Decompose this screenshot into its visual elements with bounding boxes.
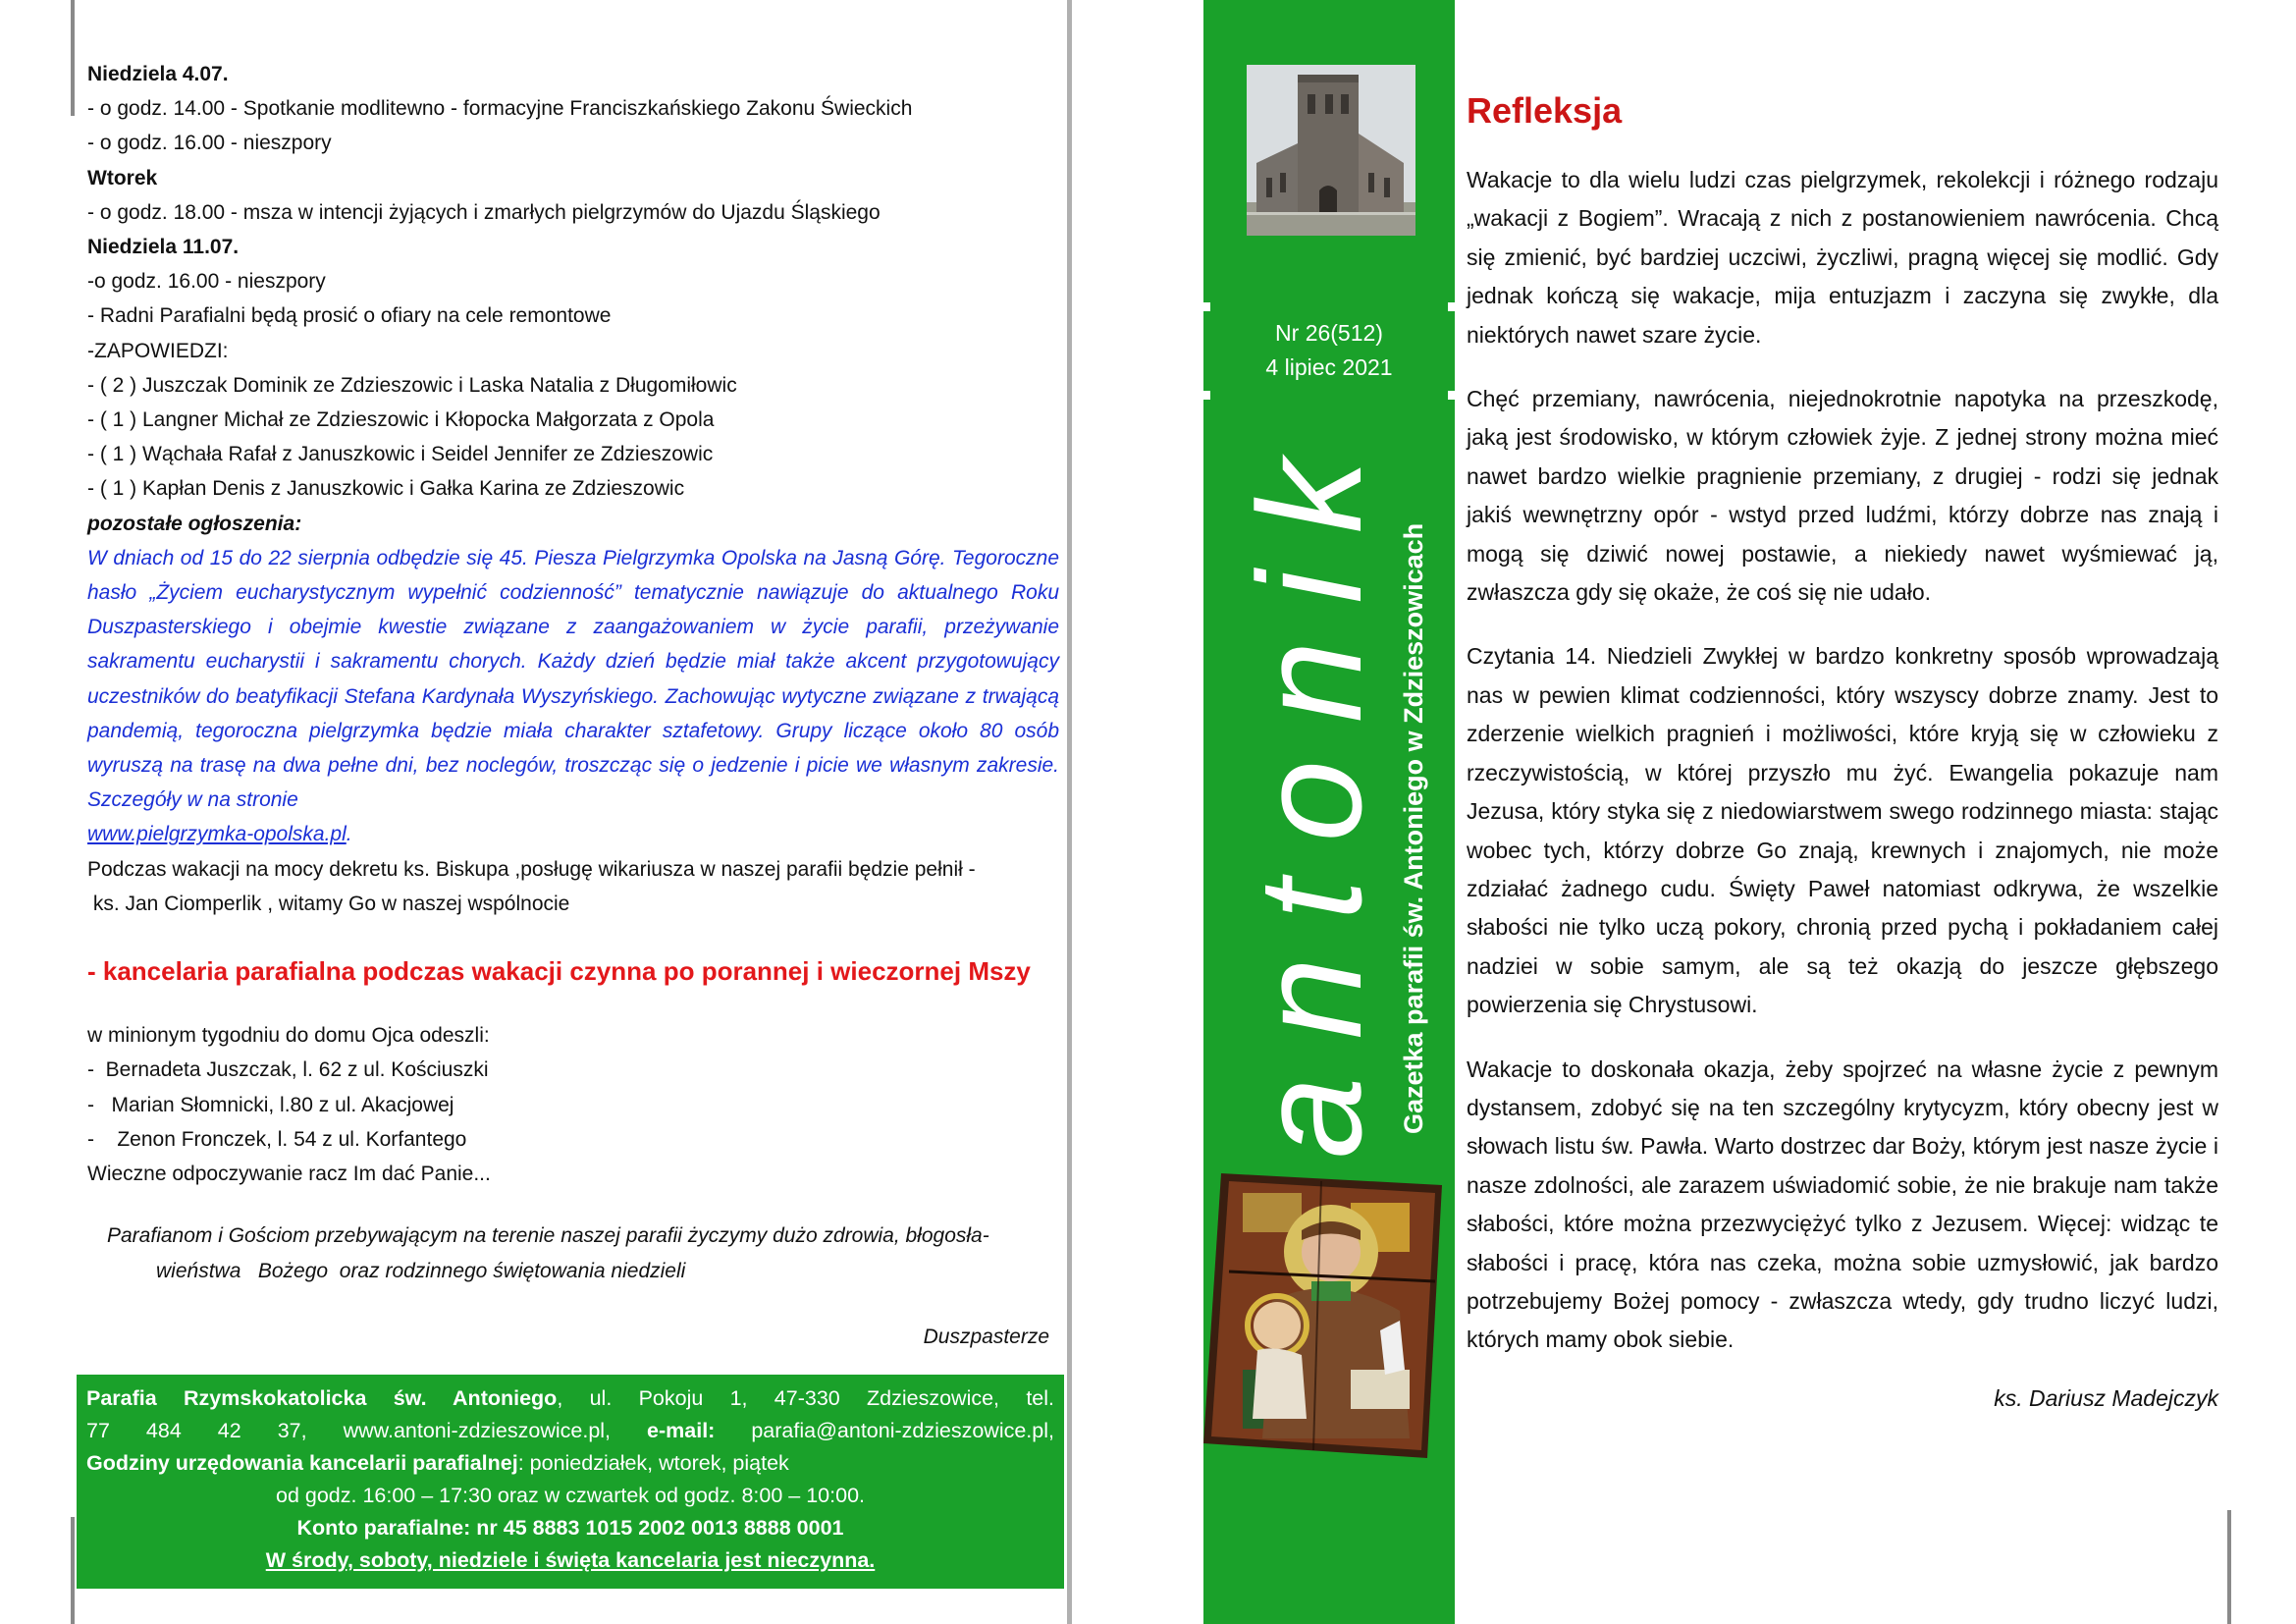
article-paragraph: Chęć przemiany, nawrócenia, niejednokrotnie napotyka na przeszkodę, jaką jest środowisko, w którym człowiek żyje. Z jednej strony można mieć nawet bardzo wielkie pragnienie przemiany, z drugiej - rodzi się jednak jakiś wewnętrzny opór - wstyd przed ludźmi, którzy dobrze nas znają i mogą się dziwić nowej postawie, a niekiedy nawet wyśmiewać ją, zwłaszcza gdy się okaże, że coś się nie udało. [1467,386,2218,606]
issue-info [1203,316,1455,385]
parish-contact-line [86,1415,1054,1447]
newsletter-title: antonik [1227,422,1392,1159]
announcement-line: - o godz. 18.00 - msza w intencji żyjących i zmarłych pielgrzymów do Ujazdu Śląskiego [87,200,881,224]
newsletter-subtitle: Gazetka parafii św. Antoniego w Zdzieszowicach [1399,522,1428,1134]
parish-phone-web: 77 484 42 37, www.antoni-zdzieszowice.pl, [86,1419,648,1442]
band-tick [1448,391,1455,400]
office-hours-line [86,1447,1054,1480]
office-hours-times: od godz. 16:00 – 17:30 oraz w czwartek od godz. 8:00 – 10:00. [275,1484,866,1507]
bank-account: Konto parafialne: nr 45 8883 1015 2002 0013 8888 0001 [296,1516,844,1540]
article-author: ks. Dariusz Madejczyk [1994,1384,2218,1411]
office-hours-notice: - kancelaria parafialna podczas wakacji czynna po porannej i wieczornej Mszy [87,956,1031,987]
announcement-line: - o godz. 16.00 - nieszpory [87,132,332,155]
band-tick [1448,302,1455,311]
office-hours-days: : poniedziałek, wtorek, piątek [517,1451,789,1475]
parish-email: parafia@antoni-zdzieszowice.pl, [715,1419,1054,1442]
announcement-line: Niedziela 4.07. [87,63,229,85]
banns-line: - ( 1 ) Kapłan Denis z Januszkowic i Gałka Karina ze Zdzieszowic [87,477,685,501]
church-photo [1247,65,1415,236]
deceased-closing: Wieczne odpoczywanie racz Im dać Panie... [87,1163,491,1186]
announcements-column [87,57,1059,1354]
deceased-intro: w minionym tygodniu do domu Ojca odeszli: [87,1024,490,1048]
wishes [87,1218,1059,1287]
banns-line: - ( 1 ) Langner Michał ze Zdzieszowic i Kłopocka Małgorzata z Opola [87,408,715,432]
announcement-line: Niedziela 11.07. [87,236,240,259]
stained-glass-image [1203,1173,1442,1458]
pilgrimage-link-suffix: . [346,823,352,846]
left-bottom-bar [71,1517,75,1624]
fold-bar [1067,0,1072,1624]
office-closed-notice: W środy, soboty, niedziele i święta kancelaria jest nieczynna. [265,1548,876,1572]
issue-date: 4 lipiec 2021 [1265,354,1393,380]
announcement-line: -ZAPOWIEDZI: [87,339,229,362]
issue-number: Nr 26(512) [1275,320,1383,346]
banns-line: - ( 2 ) Juszczak Dominik ze Zdzieszowic i Laska Natalia z Długomiłowic [87,373,737,397]
band-tick [1203,391,1210,400]
pilgrimage-text: W dniach od 15 do 22 sierpnia odbędzie się 45. Piesza Pielgrzymka Opolska na Jasną Górę. Tegoroczne hasło „Życiem eucharystycznym wypełnić codzienność” tematycznie nawiązuje do aktualnego Roku Duszpasterskiego i obejmie kwestie związane z zaangażowaniem w życie parafii, przeżywanie sakramentu eucharystii i sakramentu chorych. Każdy dzień będzie miał także akcent przygotowujący uczestników do beatyfikacji Stefana Kardynała Wyszyńskiego. Zachowując wytyczne związane z trwającą pandemią, tegoroczna pielgrzymka będzie miała charakter sztafetowy. Grupy liczące około 80 osób wyruszą na trasę na dwa pełne dni, bez noclegów, troszcząc się o jedzenie i picie we własnym zakresie. Szczegóły w na stronie [87,546,1059,812]
parish-address-line [86,1382,1054,1415]
banns-line: - ( 1 ) Wąchała Rafał z Januszkowic i Seidel Jennifer ze Zdzieszowic [87,443,714,466]
email-label: e-mail: [647,1419,716,1442]
announcement-line: - o godz. 14.00 - Spotkanie modlitewno - formacyjne Franciszkańskiego Zakonu Świeckich [87,97,913,121]
article-paragraph: Wakacje to dla wielu ludzi czas pielgrzymek, rekolekcji i różnego rodzaju „wakacji z Bogiem”. Wracają z nich z postanowieniem nawrócenia. Chcą się zmienić, być bardziej uczciwi, życzliwi, pragną więcej się modlić. Gdy jednak kończą się wakacje, mija entuzjazm i zaczyna się zwykłe, dla niektórych nawet szare życie. [1467,167,2218,348]
announcement-line: Wtorek [87,166,158,189]
band-tick [1203,302,1210,311]
reflection-article [1467,86,2218,1412]
office-hours-label: Godziny urzędowania kancelarii parafialnej [86,1451,518,1475]
deceased-item: - Zenon Fronczek, l. 54 z ul. Korfantego [87,1127,467,1151]
parish-info-box [77,1375,1064,1589]
deceased-item: - Bernadeta Juszczak, l. 62 z ul. Kościuszki [87,1058,489,1082]
article-paragraph: Czytania 14. Niedzieli Zwykłej w bardzo konkretny sposób wprowadzają nas w pewien klimat codzienności, który wszyscy dobrze znamy. Jest to zderzenie wielkich pragnień i możliwości, które kryją się w człowieku z rzeczywistością, w której przyszło mu żyć. Ewangelia pokazuje nam Jezusa, który styka się z niedowiarstwem swego rodzinnego miasta: stając wobec tych, którzy dobrze Go znają, krewnych i znajomych, nie może zdziałać żadnego cudu. Święty Paweł natomiast odkrywa, że wszelkie słabości nie tylko uczą pokory, chronią przed pychą i pokładaniem całej nadziei w sobie samym, ale są też okazją do jeszcze głębszego powierzenia się Chrystusowi. [1467,643,2218,1018]
pilgrimage-link[interactable]: www.pielgrzymka-opolska.pl [87,823,347,846]
parish-name: Parafia Rzymskokatolicka św. Antoniego [86,1386,558,1410]
signature: Duszpasterze [923,1325,1049,1348]
vicar-notice-line2: ks. Jan Ciomperlik , witamy Go w naszej wspólnocie [87,892,570,915]
wishes-line2: wieństwa Bożego oraz rodzinnego świętowania niedzieli [156,1259,686,1282]
parish-address: , ul. Pokoju 1, 47-330 Zdzieszowice, tel. [557,1386,1054,1410]
announcement-line: - Radni Parafialni będą prosić o ofiary na cele remontowe [87,304,612,328]
article-heading: Refleksja [1467,90,1623,131]
deceased-list [87,1018,1059,1191]
article-paragraph: Wakacje to doskonała okazja, żeby spojrzeć na własne życie z pewnym dystansem, zdobyć się na ten szczególny krytycyzm, który obecny jest w słowach listu św. Pawła. Warto dostrzec dar Boży, którym jest nasze życie i nasze zdolności, ale zarazem uświadomić sobie, że nie brakuje nam także słabości, które można przezwyciężyć tylko z Jezusem. Więcej: widząc te słabości i pracę, która nas czeka, można sobie uzmysłowić, jak bardzo potrzebujemy Bożej pomocy - zwłaszcza wtedy, gdy trudno liczyć ludzi, których mamy obok siebie. [1467,1056,2218,1353]
pilgrimage-notice [87,541,1059,852]
deceased-item: - Marian Słomnicki, l.80 z ul. Akacjowej [87,1093,454,1116]
left-margin-bar [71,0,75,116]
right-margin-bar [2227,1510,2231,1624]
announcement-line: -o godz. 16.00 - nieszpory [87,270,326,294]
vicar-notice-line1: Podczas wakacji na mocy dekretu ks. Biskupa ,posługę wikariusza w naszej parafii będzie pełnił - [87,857,976,881]
wishes-line1: Parafianom i Gościom przebywającym na terenie naszej parafii życzymy dużo zdrowia, błogosła- [107,1224,989,1248]
other-announcements-heading: pozostałe ogłoszenia: [87,512,302,535]
